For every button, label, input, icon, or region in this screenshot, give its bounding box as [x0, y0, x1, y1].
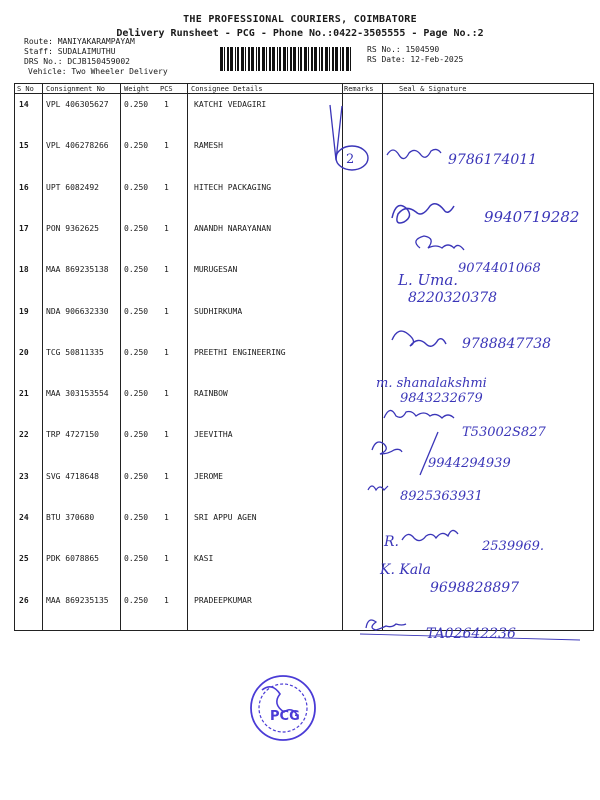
row-consignment-number: TRP 4727150 — [46, 430, 99, 440]
column-header-pcs: PCS — [160, 85, 173, 93]
row-weight: 0.250 — [124, 347, 149, 357]
signature-21b: 9843232679 — [400, 391, 483, 406]
row-weight: 0.250 — [124, 141, 149, 151]
row-pcs: 1 — [164, 513, 169, 522]
signature-20: 9788847738 — [462, 336, 552, 352]
row-sno: 24 — [19, 513, 29, 522]
row-consignee-name: KASI — [194, 554, 214, 564]
row-consignment-number: MAA 869235135 — [46, 595, 109, 605]
row-consignee-name: HITECH PACKAGING — [194, 182, 272, 192]
staff-label: Staff: SUDALAIMUTHU — [24, 47, 116, 56]
row-consignee-name: ANANDH NARAYANAN — [194, 223, 272, 233]
row-consignment-number: BTU 370680 — [46, 513, 95, 522]
pcg-stamp — [251, 676, 315, 740]
signature-23: 8925363931 — [400, 489, 483, 504]
column-header-seal: Seal & Signature — [399, 85, 467, 93]
row-sno: 23 — [19, 471, 29, 481]
row-weight: 0.250 — [124, 595, 149, 605]
row-pcs: 1 — [164, 141, 169, 151]
column-header-consignment: Consignment No — [46, 85, 106, 93]
row-consignee-name: PRADEEPKUMAR — [194, 595, 252, 605]
row-sno: 19 — [19, 306, 29, 316]
row-pcs: 1 — [164, 265, 169, 275]
row-sno: 21 — [19, 389, 29, 399]
row-consignee-name: KATCHI VEDAGIRI — [194, 100, 267, 109]
row-weight: 0.250 — [124, 306, 149, 316]
row-weight: 0.250 — [124, 100, 149, 109]
row-consignment-number: VPL 406278266 — [46, 141, 109, 151]
row-consignee-name: PREETHI ENGINEERING — [194, 347, 286, 357]
signature-15: 9786174011 — [448, 152, 538, 168]
vehicle-label: Vehicle: Two Wheeler Delivery — [28, 67, 168, 76]
signature-25b: 9698828897 — [430, 580, 520, 596]
signature-18a: 9074401068 — [458, 261, 541, 276]
company-name: THE PROFESSIONAL COURIERS, COIMBATORE — [183, 14, 417, 25]
column-header-sno: S No — [17, 85, 34, 93]
row-weight: 0.250 — [124, 471, 149, 481]
signature-18c: 8220320378 — [408, 290, 498, 306]
row-consignment-number: VPL 406305627 — [46, 100, 109, 109]
row-pcs: 1 — [164, 182, 169, 192]
row-sno: 22 — [19, 430, 29, 440]
row-pcs: 1 — [164, 471, 169, 481]
row-consignment-number: TCG 50811335 — [46, 347, 104, 357]
drs-number: DRS No.: DCJB150459002 — [24, 57, 130, 66]
row-consignment-number: SVG 4718648 — [46, 471, 99, 481]
row-pcs: 1 — [164, 430, 169, 440]
row-sno: 15 — [19, 141, 29, 151]
row-consignee-name: MURUGESAN — [194, 265, 238, 275]
runsheet-title: Delivery Runsheet - PCG - Phone No.:0422-3505555 - Page No.:2 — [116, 28, 484, 39]
row-weight: 0.250 — [124, 389, 149, 399]
signature-24a: R. — [384, 534, 399, 550]
row-pcs: 1 — [164, 554, 169, 564]
row-weight: 0.250 — [124, 265, 149, 275]
rs-date: RS Date: 12-Feb-2025 — [367, 55, 464, 64]
row-consignee-name: JEEVITHA — [194, 430, 233, 440]
route-label: Route: MANIYAKARAMPAYAM — [24, 37, 135, 46]
signature-26: TA02642236 — [426, 626, 516, 642]
row-pcs: 1 — [164, 347, 169, 357]
row-sno: 18 — [19, 265, 29, 275]
row-consignment-number: NDA 906632330 — [46, 306, 109, 316]
row-pcs: 1 — [164, 595, 169, 605]
row-consignment-number: MAA 303153554 — [46, 389, 109, 399]
row-consignee-name: SUDHIRKUMA — [194, 306, 243, 316]
column-header-weight: Weight — [124, 85, 150, 93]
row-sno: 20 — [19, 347, 29, 357]
row-consignment-number: PON 9362625 — [46, 223, 99, 233]
row-consignment-number: MAA 869235138 — [46, 265, 109, 275]
signature-22b: 9944294939 — [428, 456, 511, 471]
row-pcs: 1 — [164, 223, 169, 233]
row-sno: 17 — [19, 223, 29, 233]
row-pcs: 1 — [164, 306, 169, 316]
row-sno: 16 — [19, 182, 29, 192]
row-consignee-name: SRI APPU AGEN — [194, 513, 257, 522]
signature-18b: L. Uma. — [398, 271, 459, 289]
row-weight: 0.250 — [124, 182, 149, 192]
rs-number: RS No.: 1504590 — [367, 45, 440, 54]
signature-25a: K. Kala — [380, 562, 431, 578]
row-consignee-name: RAMESH — [194, 141, 223, 151]
column-header-remarks: Remarks — [344, 85, 374, 93]
row-consignee-name: JEROME — [194, 471, 223, 481]
signature-17: 9940719282 — [484, 208, 580, 226]
row-consignee-name: RAINBOW — [194, 389, 228, 399]
row-weight: 0.250 — [124, 223, 149, 233]
row-sno: 14 — [19, 100, 29, 109]
row-pcs: 1 — [164, 389, 169, 399]
row-sno: 26 — [19, 595, 29, 605]
row-weight: 0.250 — [124, 554, 149, 564]
row-consignment-number: PDK 6078865 — [46, 554, 99, 564]
row-weight: 0.250 — [124, 430, 149, 440]
column-header-consignee: Consignee Details — [191, 85, 263, 93]
row-consignment-number: UPT 6082492 — [46, 182, 99, 192]
row-pcs: 1 — [164, 100, 169, 109]
signature-22a: T53002S827 — [462, 425, 546, 440]
row-sno: 25 — [19, 554, 29, 564]
signature-24b: 2539969. — [482, 539, 545, 554]
row-weight: 0.250 — [124, 513, 149, 522]
signature-21a: m. shanalakshmi — [376, 376, 487, 391]
stamp-text: PCG — [270, 709, 300, 724]
remark-15: 2 — [346, 152, 355, 167]
